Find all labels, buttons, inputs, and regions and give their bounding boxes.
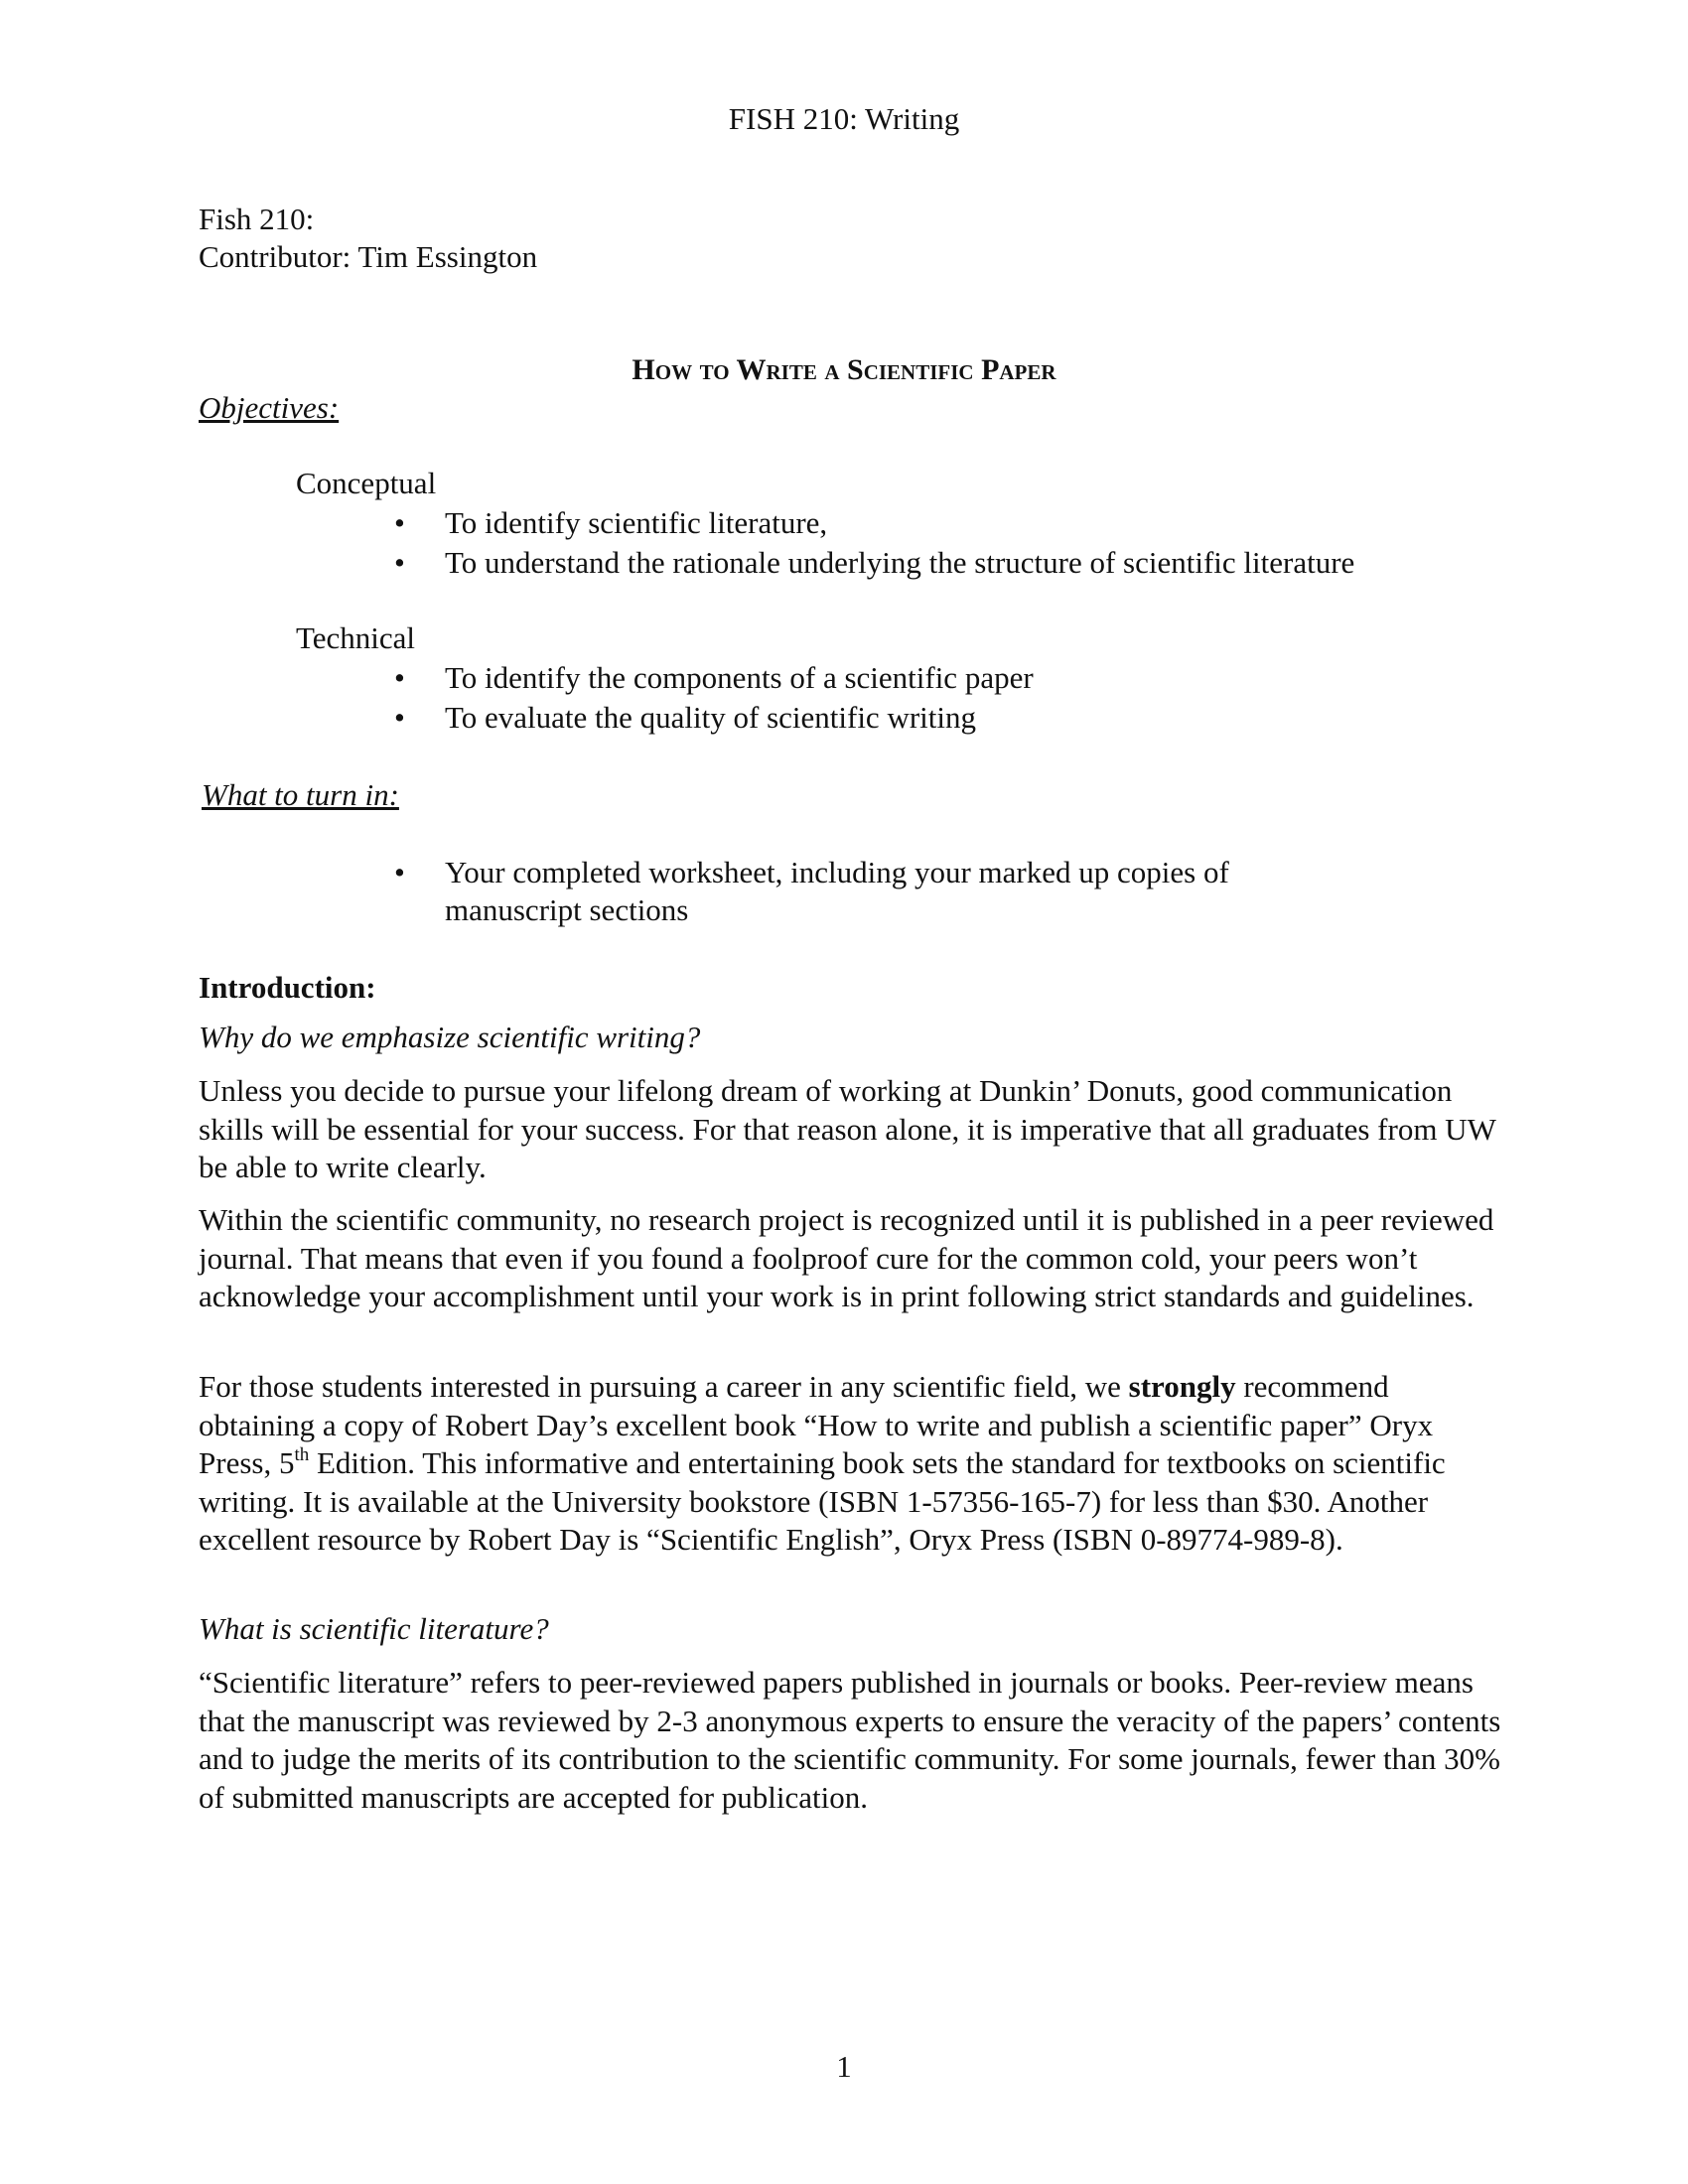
question-heading: What is scientific literature? [199, 1611, 549, 1646]
paragraph-text: Edition. This informative and entertaining book sets the standard for textbooks on scientific writing. It is available at the University bookstore (ISBN 1-57356-165-7) for less than $30. Another excellent resource by Robert Day is “Scientific English”, Oryx Press (ISBN 0-89774-989-8). [199, 1445, 1446, 1557]
paragraph-text: recommend obtaining a copy of Robert Day’s excellent book “How to write and publish a scientific paper” Oryx Press, 5 [199, 1369, 1434, 1480]
bullet-icon: • [394, 855, 405, 889]
paragraph-text: For those students interested in pursuing a career in any scientific field, we [199, 1369, 1129, 1404]
bullet-icon: • [394, 700, 405, 735]
technical-item: To evaluate the quality of scientific writing [445, 700, 976, 735]
introduction-heading: Introduction: [199, 970, 376, 1005]
paragraph [199, 1201, 1509, 1316]
bullet-icon: • [394, 660, 405, 695]
paragraph [199, 1368, 1509, 1560]
document-title: How to Write a Scientific Paper [632, 353, 1056, 386]
question-heading: Why do we emphasize scientific writing? [199, 1020, 701, 1054]
conceptual-item: To understand the rationale underlying the structure of scientific literature [445, 545, 1355, 580]
objectives-heading: Objectives: [199, 390, 340, 425]
contributor-line: Contributor: Tim Essington [199, 239, 538, 274]
paragraph-text: Within the scientific community, no research project is recognized until it is published in a peer reviewed journal. That means that even if you found a foolproof cure for the common cold, your peers won’t acknowledge your accomplishment until your work is in print following strict standards and guidelines. [199, 1202, 1494, 1313]
technical-item: To identify the components of a scientific paper [445, 660, 1034, 695]
running-header: FISH 210: Writing [728, 101, 960, 136]
turn-in-item-continued: manuscript sections [445, 892, 689, 927]
turn-in-heading: What to turn in: [202, 777, 399, 812]
paragraph-text: “Scientific literature” refers to peer-reviewed papers published in journals or books. Peer-review means that the manuscript was reviewed by 2-3 anonymous experts to ensure the veracity of the papers’ contents and to judge the merits of its contribution to the scientific community. For some journals, fewer than 30% of submitted manuscripts are accepted for publication. [199, 1665, 1501, 1815]
technical-label: Technical [296, 620, 416, 655]
paragraph [199, 1072, 1509, 1187]
conceptual-label: Conceptual [296, 466, 437, 500]
emphasis-text: strongly [1128, 1369, 1236, 1404]
page-number: 1 [836, 2049, 852, 2084]
bullet-icon: • [394, 545, 405, 580]
superscript: th [294, 1443, 310, 1465]
paragraph [199, 1664, 1509, 1817]
conceptual-item: To identify scientific literature, [445, 505, 828, 540]
course-line: Fish 210: [199, 202, 315, 236]
turn-in-item: Your completed worksheet, including your marked up copies of [445, 855, 1229, 889]
bullet-icon: • [394, 505, 405, 540]
paragraph-text: Unless you decide to pursue your lifelong dream of working at Dunkin’ Donuts, good communication skills will be essential for your success. For that reason alone, it is imperative that all graduates from UW be able to write clearly. [199, 1073, 1496, 1184]
